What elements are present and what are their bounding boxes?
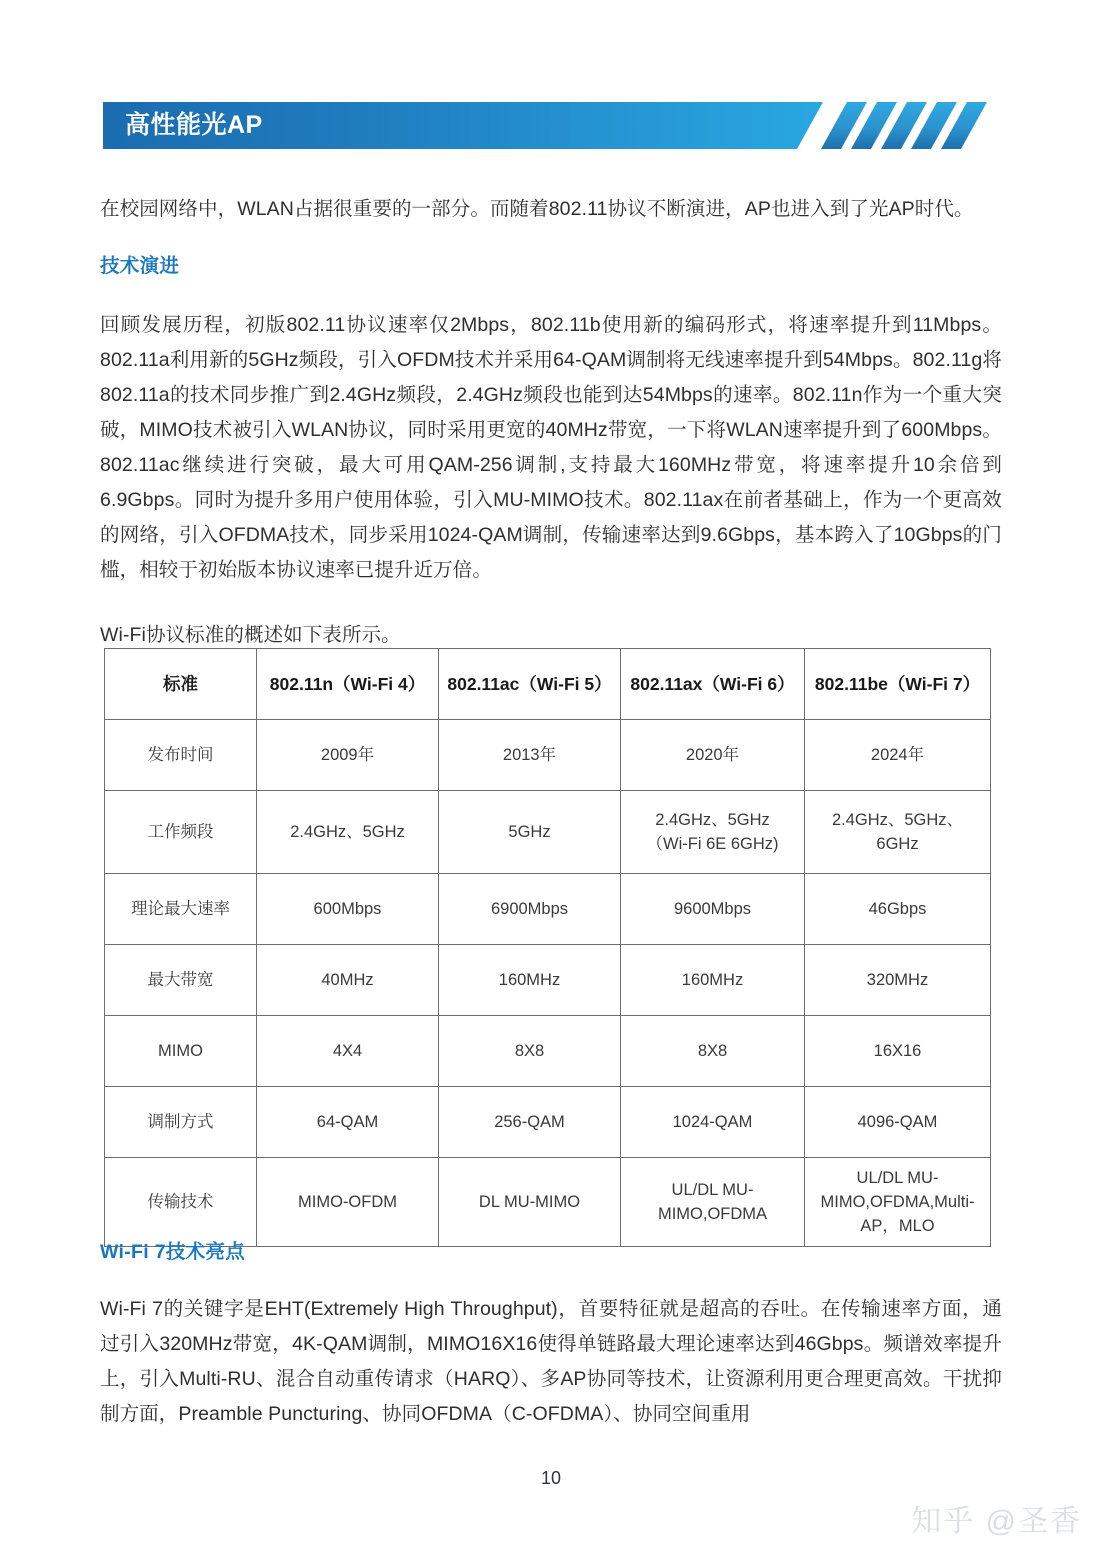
table-header-cell: 802.11ax（Wi-Fi 6） [621,649,805,720]
table-cell: 160MHz [621,945,805,1016]
paragraph-table-intro: Wi-Fi协议标准的概述如下表所示。 [100,623,401,646]
table-cell: 5GHz [439,791,621,874]
table-cell: 2009年 [257,720,439,791]
table-header-cell: 802.11be（Wi-Fi 7） [805,649,991,720]
table-cell: 2020年 [621,720,805,791]
watermark: 知乎 @圣香 [911,1505,1082,1538]
intro-paragraph: 在校园网络中，WLAN占据很重要的一部分。而随着802.11协议不断演进，AP也进入到了光AP时代。 [100,197,974,220]
table-cell: 320MHz [805,945,991,1016]
table-cell: 8X8 [439,1016,621,1087]
paragraph-wifi7-highlights: Wi-Fi 7的关键字是EHT(Extremely High Throughput)，首要特征就是超高的吞吐。在传输速率方面，通过引入320MHz带宽，4K-QAM调制，MIMO16X16使得单链路最大理论速率达到46Gbps。频谱效率提升上，引入Multi-RU、混合自动重传请求（HARQ）、多AP协同等技术，让资源利用更合理更高效。干扰抑制方面，Preamble Puncturing、协同OFDMA（C-OFDMA）、协同空间重用 [100,1297,1002,1425]
table-cell: 9600Mbps [621,874,805,945]
table-cell: 256-QAM [439,1087,621,1158]
table-cell: 4X4 [257,1016,439,1087]
table-cell: 16X16 [805,1016,991,1087]
table-row-label: 理论最大速率 [105,874,257,945]
table-row-label: 调制方式 [105,1087,257,1158]
page-title: 高性能光AP [125,111,263,139]
table-cell: 8X8 [621,1016,805,1087]
paragraph-technology-evolution: 回顾发展历程，初版802.11协议速率仅2Mbps，802.11b使用新的编码形式，将速率提升到11Mbps。802.11a利用新的5GHz频段，引入OFDM技术并采用64-QAM调制将无线速率提升到54Mbps。802.11g将802.11a的技术同步推广到2.4GHz频段，2.4GHz频段也能到达54Mbps的速率。802.11n作为一个重大突破，MIMO技术被引入WLAN协议，同时采用更宽的40MHz带宽，一下将WLAN速率提升到了600Mbps。802.11ac继续进行突破，最大可用QAM-256调制,支持最大160MHz带宽，将速率提升10余倍到6.9Gbps。同时为提升多用户使用体验，引入MU-MIMO技术。802.11ax在前者基础上，作为一个更高效的网络，引入OFDMA技术，同步采用1024-QAM调制，传输速率达到9.6Gbps，基本跨入了10Gbps的门槛，相较于初始版本协议速率已提升近万倍。 [100,313,1002,581]
table-cell: 2.4GHz、5GHz、 6GHz [805,791,991,874]
table-row [105,1158,991,1247]
table-row [105,791,991,874]
table-body [105,720,991,1247]
table-row-label: 工作频段 [105,791,257,874]
table-cell: 2024年 [805,720,991,791]
table-header-cell: 802.11ac（Wi-Fi 5） [439,649,621,720]
table-cell: 4096-QAM [805,1087,991,1158]
table-cell: 160MHz [439,945,621,1016]
section-heading-wifi7-highlights: Wi-Fi 7技术亮点 [100,1241,246,1264]
wifi-standards-table [104,648,991,1247]
table-cell: MIMO-OFDM [257,1158,439,1247]
table-row-label: 发布时间 [105,720,257,791]
table-cell: UL/DL MU- MIMO,OFDMA [621,1158,805,1247]
table-cell: 46Gbps [805,874,991,945]
table-cell: 600Mbps [257,874,439,945]
table-cell: 64-QAM [257,1087,439,1158]
table-cell: 1024-QAM [621,1087,805,1158]
table-row [105,945,991,1016]
table-cell: UL/DL MU- MIMO,OFDMA,Multi- AP，MLO [805,1158,991,1247]
table-row [105,1087,991,1158]
table-cell: DL MU-MIMO [439,1158,621,1247]
page-number: 10 [540,1468,562,1488]
table-header-cell: 802.11n（Wi-Fi 4） [257,649,439,720]
table-row [105,1016,991,1087]
table-cell: 6900Mbps [439,874,621,945]
table-row-label: 最大带宽 [105,945,257,1016]
table-row [105,874,991,945]
table-cell: 2.4GHz、5GHz （Wi-Fi 6E 6GHz) [621,791,805,874]
table-header-cell: 标准 [105,649,257,720]
table-cell: 2.4GHz、5GHz [257,791,439,874]
table-row-label: MIMO [105,1016,257,1087]
table-header-row [105,649,991,720]
section-heading-technology-evolution: 技术演进 [100,255,180,278]
table-cell: 2013年 [439,720,621,791]
table-cell: 40MHz [257,945,439,1016]
banner-stripes-decoration [819,102,990,149]
table-row-label: 传输技术 [105,1158,257,1247]
section-banner [103,102,990,149]
table-row [105,720,991,791]
